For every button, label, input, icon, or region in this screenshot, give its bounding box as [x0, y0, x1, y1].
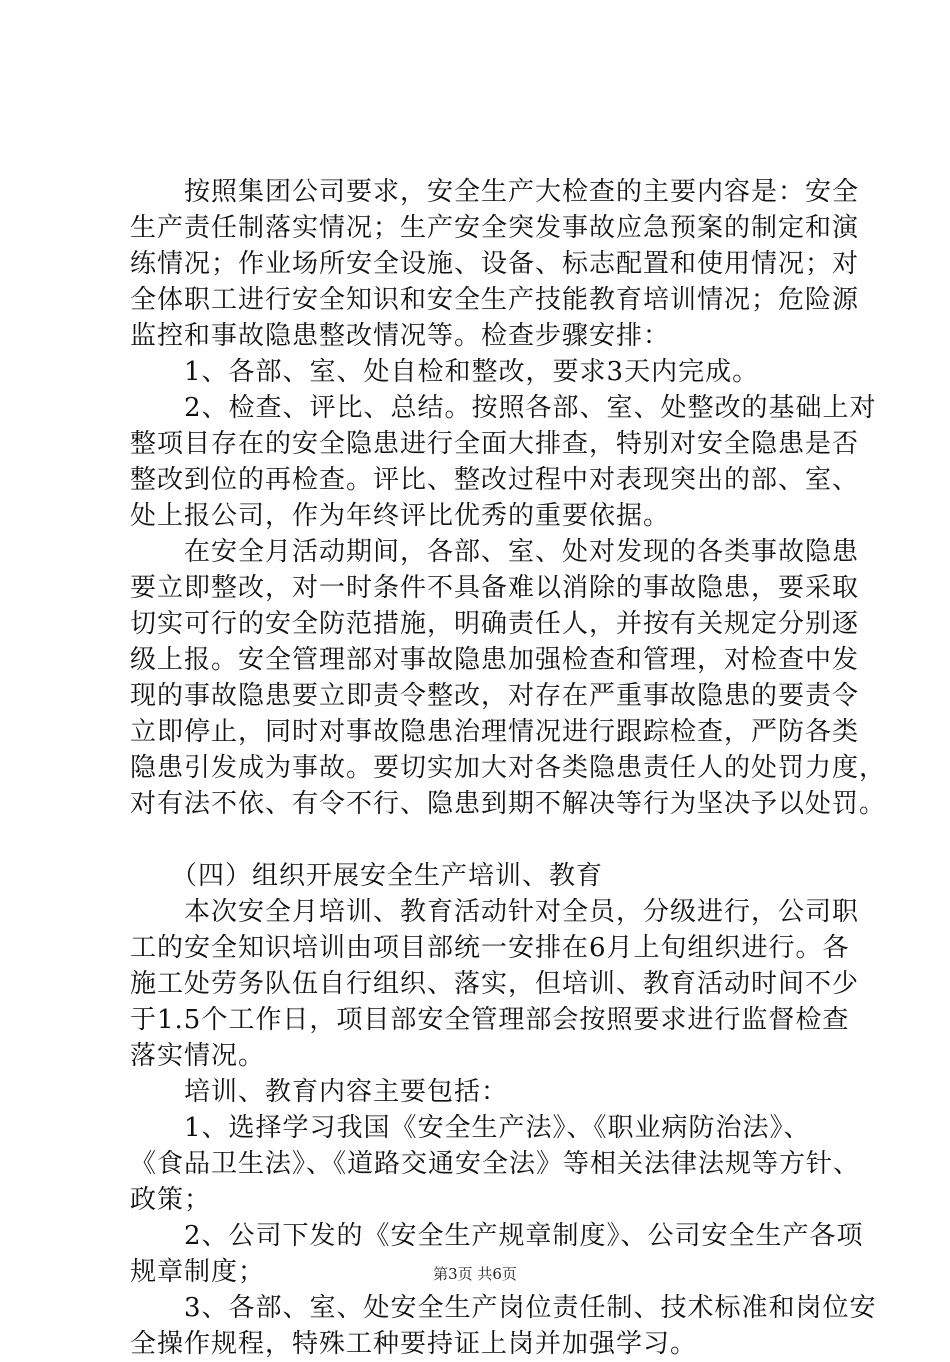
text-line: 在安全月活动期间，各部、室、处对发现的各类事故隐患	[130, 537, 860, 567]
text-line: 1、各部、室、处自检和整改，要求3天内完成。	[130, 357, 760, 387]
text-line: 生产责任制落实情况；生产安全突发事故应急预案的制定和演	[130, 213, 860, 243]
document-body	[130, 174, 887, 1362]
text-line: 整改到位的再检查。评比、整改过程中对表现突出的部、室、	[130, 465, 860, 495]
text-line: 整项目存在的安全隐患进行全面大排查，特别对安全隐患是否	[130, 429, 860, 459]
text-line: 于1.5个工作日，项目部安全管理部会按照要求进行监督检查	[130, 1005, 850, 1035]
text-line: 工的安全知识培训由项目部统一安排在6月上旬组织进行。各	[130, 933, 850, 963]
text-line: 政策；	[130, 1185, 212, 1215]
text-line: 施工处劳务队伍自行组织、落实，但培训、教育活动时间不少	[130, 969, 860, 999]
text-line: 《食品卫生法》、《道路交通安全法》等相关法律法规等方针、	[130, 1149, 861, 1179]
text-line: 练情况；作业场所安全设施、设备、标志配置和使用情况；对	[130, 249, 860, 279]
text-line: 3、各部、室、处安全生产岗位责任制、技术标准和岗位安	[130, 1293, 877, 1323]
page-number-footer: 第3页 共6页	[433, 1265, 517, 1283]
text-line: 监控和事故隐患整改情况等。检查步骤安排：	[130, 321, 671, 351]
text-line: 现的事故隐患要立即责令整改，对存在严重事故隐患的要责令	[130, 681, 860, 711]
text-line: 2、检查、评比、总结。按照各部、室、处整改的基础上对	[130, 393, 877, 423]
text-line: 全体职工进行安全知识和安全生产技能教育培训情况；危险源	[130, 285, 860, 315]
text-line: 隐患引发成为事故。要切实加大对各类隐患责任人的处罚力度，	[130, 753, 887, 783]
text-line: 落实情况。	[130, 1041, 266, 1071]
text-line: 级上报。安全管理部对事故隐患加强检查和管理，对检查中发	[130, 645, 860, 675]
text-line: 培训、教育内容主要包括：	[130, 1077, 509, 1107]
text-line: 处上报公司，作为年终评比优秀的重要依据。	[130, 501, 671, 531]
text-line: 对有法不依、有令不行、隐患到期不解决等行为坚决予以处罚。	[130, 789, 887, 819]
text-line: 全操作规程，特殊工种要持证上岗并加强学习。	[130, 1329, 698, 1359]
section-heading: （四）组织开展安全生产培训、教育	[130, 861, 604, 891]
text-line: 立即停止，同时对事故隐患治理情况进行跟踪检查，严防各类	[130, 717, 860, 747]
text-line: 本次安全月培训、教育活动针对全员，分级进行，公司职	[130, 897, 860, 927]
text-line: 2、公司下发的《安全生产规章制度》、公司安全生产各项	[130, 1221, 864, 1251]
text-line: 按照集团公司要求，安全生产大检查的主要内容是：安全	[130, 177, 860, 207]
paragraph-gap	[130, 822, 835, 858]
text-line: 切实可行的安全防范措施，明确责任人，并按有关规定分别逐	[130, 609, 860, 639]
text-line: 规章制度；	[130, 1257, 266, 1287]
text-line: 1、选择学习我国《安全生产法》、《职业病防治法》、	[130, 1113, 811, 1143]
text-line: 要立即整改，对一时条件不具备难以消除的事故隐患，要采取	[130, 573, 860, 603]
